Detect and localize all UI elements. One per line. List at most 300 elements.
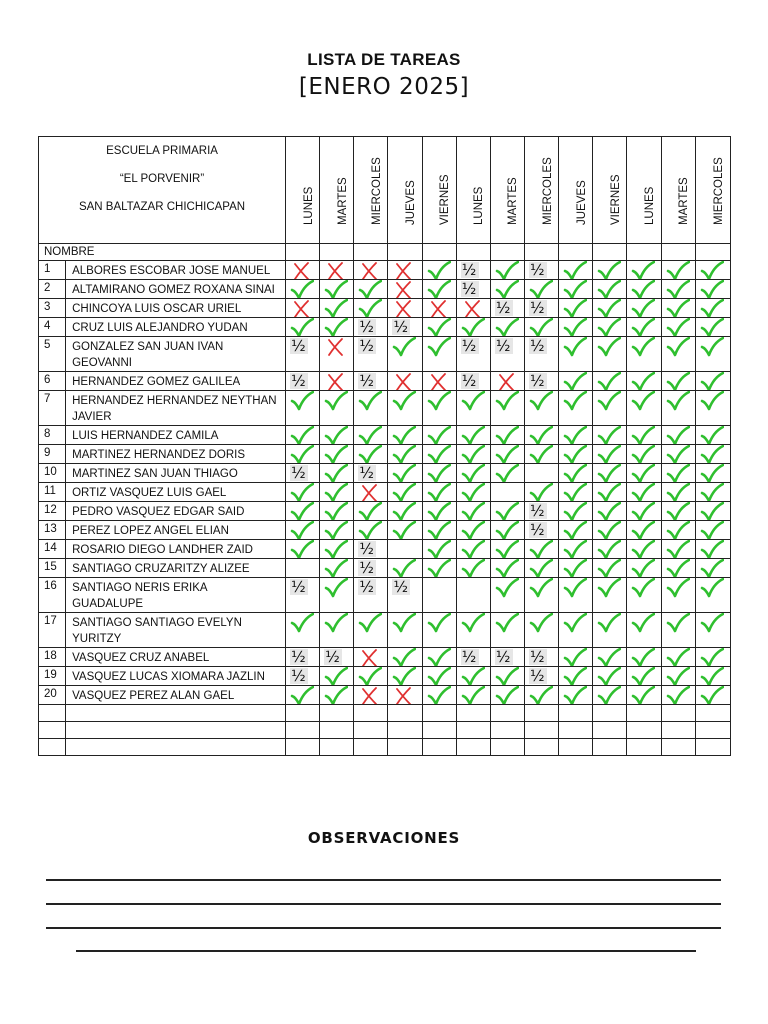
check-icon: [593, 483, 627, 502]
empty-cell[interactable]: [627, 722, 661, 739]
check-icon: [525, 578, 559, 613]
day-label: LUNES: [473, 186, 486, 225]
day-label: MIERCOLES: [541, 157, 554, 225]
check-icon: [525, 391, 559, 426]
check-icon: [388, 464, 422, 483]
empty-cell[interactable]: [593, 739, 627, 756]
check-icon: [695, 372, 730, 391]
check-icon: [388, 648, 422, 667]
check-icon: [388, 502, 422, 521]
student-row: [39, 540, 731, 559]
half-mark: [490, 648, 524, 667]
check-icon: [320, 391, 354, 426]
half-mark: [525, 648, 559, 667]
check-icon: [354, 445, 388, 464]
check-icon: [661, 372, 695, 391]
check-icon: [627, 578, 661, 613]
check-icon: [286, 318, 320, 337]
student-number: 18: [39, 648, 66, 667]
half-mark: [354, 372, 388, 391]
cross-icon: [388, 280, 422, 299]
check-icon: [525, 445, 559, 464]
cross-icon: [490, 372, 524, 391]
check-icon: [695, 483, 730, 502]
school-location: SAN BALTAZAR CHICHICAPAN: [78, 201, 246, 213]
half-symbol: ½: [530, 372, 545, 390]
mark-cell: [593, 244, 627, 261]
observation-line[interactable]: [46, 903, 721, 905]
half-mark: [354, 540, 388, 559]
check-icon: [320, 502, 354, 521]
check-icon: [627, 502, 661, 521]
check-icon: [320, 521, 354, 540]
check-icon: [559, 464, 593, 483]
empty-cell[interactable]: [695, 705, 730, 722]
check-icon: [456, 686, 490, 705]
mark-cell: [320, 244, 354, 261]
half-mark: [525, 521, 559, 540]
student-row: [39, 483, 731, 502]
check-icon: [525, 559, 559, 578]
check-icon: [559, 667, 593, 686]
half-symbol: ½: [359, 372, 374, 390]
half-mark: [456, 280, 490, 299]
mark-cell: [422, 578, 456, 613]
student-row: [39, 521, 731, 540]
student-name: SANTIAGO NERIS ERIKA GUADALUPE: [66, 578, 286, 613]
check-icon: [422, 391, 456, 426]
check-icon: [286, 613, 320, 648]
check-icon: [695, 613, 730, 648]
observation-line[interactable]: [76, 950, 696, 952]
check-icon: [593, 540, 627, 559]
half-symbol: ½: [291, 648, 306, 666]
mark-cell: [422, 244, 456, 261]
half-mark: [456, 261, 490, 280]
student-name: ALBORES ESCOBAR JOSE MANUEL: [66, 261, 286, 280]
mark-cell: [456, 244, 490, 261]
student-number: 17: [39, 613, 66, 648]
empty-cell[interactable]: [490, 705, 524, 722]
page-title: LISTA DE TAREAS: [307, 50, 461, 69]
observation-line[interactable]: [46, 879, 721, 881]
student-number: 10: [39, 464, 66, 483]
empty-row: [39, 722, 731, 739]
student-number: 6: [39, 372, 66, 391]
day-header: [695, 137, 730, 244]
cross-icon: [320, 337, 354, 372]
student-name: GONZALEZ SAN JUAN IVAN GEOVANNI: [66, 337, 286, 372]
check-icon: [456, 521, 490, 540]
check-icon: [490, 613, 524, 648]
check-icon: [490, 578, 524, 613]
check-icon: [661, 667, 695, 686]
cross-icon: [286, 299, 320, 318]
check-icon: [559, 648, 593, 667]
empty-cell[interactable]: [286, 722, 320, 739]
half-symbol: ½: [530, 299, 545, 317]
check-icon: [320, 540, 354, 559]
check-icon: [559, 391, 593, 426]
student-name: SANTIAGO SANTIAGO EVELYN YURITZY: [66, 613, 286, 648]
day-header: [286, 137, 320, 244]
check-icon: [593, 299, 627, 318]
check-icon: [354, 667, 388, 686]
empty-cell[interactable]: [320, 705, 354, 722]
check-icon: [456, 426, 490, 445]
empty-cell[interactable]: [354, 705, 388, 722]
student-name: VASQUEZ CRUZ ANABEL: [66, 648, 286, 667]
check-icon: [422, 464, 456, 483]
check-icon: [422, 559, 456, 578]
check-icon: [559, 280, 593, 299]
empty-cell[interactable]: [388, 722, 422, 739]
mark-cell: [388, 540, 422, 559]
cross-icon: [354, 648, 388, 667]
half-symbol: ½: [291, 337, 306, 355]
empty-cell[interactable]: [39, 739, 66, 756]
check-icon: [320, 280, 354, 299]
student-row: [39, 337, 731, 372]
mark-cell: [525, 244, 559, 261]
check-icon: [320, 426, 354, 445]
empty-cell[interactable]: [39, 705, 66, 722]
check-icon: [422, 445, 456, 464]
student-number: 9: [39, 445, 66, 464]
check-icon: [695, 464, 730, 483]
check-icon: [559, 686, 593, 705]
student-name: VASQUEZ LUCAS XIOMARA JAZLIN: [66, 667, 286, 686]
check-icon: [661, 502, 695, 521]
day-header: [525, 137, 559, 244]
empty-cell[interactable]: [627, 739, 661, 756]
half-symbol: ½: [359, 464, 374, 482]
check-icon: [593, 372, 627, 391]
check-icon: [559, 337, 593, 372]
check-icon: [593, 613, 627, 648]
student-name: CRUZ LUIS ALEJANDRO YUDAN: [66, 318, 286, 337]
check-icon: [456, 540, 490, 559]
empty-cell[interactable]: [525, 739, 559, 756]
day-header: [559, 137, 593, 244]
check-icon: [661, 426, 695, 445]
empty-cell[interactable]: [627, 705, 661, 722]
student-row: [39, 502, 731, 521]
empty-cell[interactable]: [695, 739, 730, 756]
half-mark: [525, 261, 559, 280]
check-icon: [559, 483, 593, 502]
check-icon: [388, 559, 422, 578]
check-icon: [422, 540, 456, 559]
check-icon: [286, 391, 320, 426]
half-mark: [354, 578, 388, 613]
empty-cell[interactable]: [559, 739, 593, 756]
check-icon: [695, 648, 730, 667]
check-icon: [695, 559, 730, 578]
half-symbol: ½: [393, 318, 409, 336]
check-icon: [695, 667, 730, 686]
empty-cell[interactable]: [422, 705, 456, 722]
check-icon: [559, 502, 593, 521]
check-icon: [490, 559, 524, 578]
check-icon: [593, 667, 627, 686]
check-icon: [490, 667, 524, 686]
student-row: [39, 613, 731, 648]
mark-cell: [490, 244, 524, 261]
check-icon: [320, 299, 354, 318]
check-icon: [559, 261, 593, 280]
check-icon: [661, 686, 695, 705]
check-icon: [661, 540, 695, 559]
student-row: [39, 391, 731, 426]
cross-icon: [456, 299, 490, 318]
check-icon: [695, 391, 730, 426]
empty-cell[interactable]: [422, 722, 456, 739]
empty-cell[interactable]: [456, 705, 490, 722]
check-icon: [559, 445, 593, 464]
observation-line[interactable]: [46, 927, 721, 929]
half-mark: [456, 372, 490, 391]
day-header: [593, 137, 627, 244]
check-icon: [286, 280, 320, 299]
check-icon: [422, 261, 456, 280]
check-icon: [627, 540, 661, 559]
half-symbol: ½: [495, 337, 511, 355]
page-subtitle: [ENERO 2025]: [298, 74, 470, 100]
student-name: HERNANDEZ HERNANDEZ NEYTHAN JAVIER: [66, 391, 286, 426]
check-icon: [593, 318, 627, 337]
half-symbol: ½: [461, 337, 477, 355]
check-icon: [490, 426, 524, 445]
check-icon: [286, 445, 320, 464]
cross-icon: [388, 299, 422, 318]
check-icon: [286, 426, 320, 445]
empty-cell[interactable]: [525, 705, 559, 722]
half-symbol: ½: [530, 261, 545, 279]
half-symbol: ½: [291, 464, 306, 482]
half-symbol: ½: [530, 667, 545, 685]
half-mark: [354, 559, 388, 578]
observaciones-heading: OBSERVACIONES: [307, 829, 461, 847]
check-icon: [593, 686, 627, 705]
check-icon: [661, 337, 695, 372]
empty-cell[interactable]: [66, 739, 286, 756]
half-mark: [286, 648, 320, 667]
check-icon: [456, 391, 490, 426]
empty-cell[interactable]: [354, 722, 388, 739]
empty-cell[interactable]: [661, 739, 695, 756]
check-icon: [456, 559, 490, 578]
check-icon: [456, 318, 490, 337]
check-icon: [286, 502, 320, 521]
empty-cell[interactable]: [490, 739, 524, 756]
check-icon: [388, 391, 422, 426]
half-symbol: ½: [461, 261, 477, 279]
check-icon: [286, 483, 320, 502]
empty-cell[interactable]: [661, 705, 695, 722]
empty-cell[interactable]: [354, 739, 388, 756]
mark-cell: [627, 244, 661, 261]
student-row: [39, 299, 731, 318]
check-icon: [695, 318, 730, 337]
empty-cell[interactable]: [422, 739, 456, 756]
nombre-label: NOMBRE: [39, 244, 286, 261]
half-symbol: ½: [461, 648, 477, 666]
student-name: ALTAMIRANO GOMEZ ROXANA SINAI: [66, 280, 286, 299]
check-icon: [559, 540, 593, 559]
empty-cell[interactable]: [559, 705, 593, 722]
empty-cell[interactable]: [695, 722, 730, 739]
check-icon: [525, 540, 559, 559]
empty-cell[interactable]: [593, 722, 627, 739]
cross-icon: [354, 483, 388, 502]
empty-row: [39, 705, 731, 722]
check-icon: [593, 502, 627, 521]
check-icon: [320, 559, 354, 578]
check-icon: [490, 464, 524, 483]
check-icon: [422, 648, 456, 667]
half-symbol: ½: [291, 667, 306, 685]
check-icon: [661, 483, 695, 502]
check-icon: [422, 502, 456, 521]
check-icon: [320, 667, 354, 686]
student-number: 1: [39, 261, 66, 280]
day-header: [354, 137, 388, 244]
day-label: MARTES: [507, 177, 520, 225]
empty-cell[interactable]: [320, 739, 354, 756]
check-icon: [627, 521, 661, 540]
student-number: 4: [39, 318, 66, 337]
day-header: [422, 137, 456, 244]
day-label: MIERCOLES: [370, 157, 383, 225]
student-row: [39, 318, 731, 337]
check-icon: [422, 280, 456, 299]
check-icon: [286, 686, 320, 705]
student-number: 7: [39, 391, 66, 426]
check-icon: [422, 521, 456, 540]
check-icon: [593, 391, 627, 426]
mark-cell: [525, 464, 559, 483]
student-row: [39, 648, 731, 667]
check-icon: [593, 445, 627, 464]
student-name: PEDRO VASQUEZ EDGAR SAID: [66, 502, 286, 521]
day-label: VIERNES: [609, 174, 622, 225]
student-row: [39, 667, 731, 686]
empty-cell[interactable]: [456, 722, 490, 739]
check-icon: [354, 280, 388, 299]
day-header: [490, 137, 524, 244]
half-mark: [456, 648, 490, 667]
empty-cell[interactable]: [490, 722, 524, 739]
check-icon: [388, 483, 422, 502]
check-icon: [354, 502, 388, 521]
empty-cell[interactable]: [286, 739, 320, 756]
mark-cell: [388, 244, 422, 261]
check-icon: [354, 521, 388, 540]
check-icon: [490, 686, 524, 705]
check-icon: [559, 521, 593, 540]
student-name: CHINCOYA LUIS OSCAR URIEL: [66, 299, 286, 318]
check-icon: [422, 337, 456, 372]
half-mark: [320, 648, 354, 667]
check-icon: [456, 445, 490, 464]
check-icon: [627, 337, 661, 372]
check-icon: [388, 613, 422, 648]
empty-cell[interactable]: [525, 722, 559, 739]
empty-cell[interactable]: [286, 705, 320, 722]
check-icon: [695, 502, 730, 521]
empty-cell[interactable]: [456, 739, 490, 756]
half-symbol: ½: [530, 337, 545, 355]
empty-cell[interactable]: [388, 705, 422, 722]
empty-cell[interactable]: [39, 722, 66, 739]
check-icon: [593, 464, 627, 483]
half-mark: [525, 502, 559, 521]
empty-cell[interactable]: [66, 722, 286, 739]
half-symbol: ½: [359, 337, 374, 355]
day-header: [320, 137, 354, 244]
check-icon: [593, 280, 627, 299]
check-icon: [627, 391, 661, 426]
half-mark: [490, 299, 524, 318]
check-icon: [661, 391, 695, 426]
mark-cell: [456, 578, 490, 613]
check-icon: [627, 613, 661, 648]
half-symbol: ½: [461, 280, 477, 298]
student-number: 12: [39, 502, 66, 521]
check-icon: [286, 540, 320, 559]
check-icon: [456, 483, 490, 502]
student-row: [39, 372, 731, 391]
check-icon: [559, 613, 593, 648]
student-number: 3: [39, 299, 66, 318]
half-symbol: ½: [495, 299, 511, 317]
empty-cell[interactable]: [661, 722, 695, 739]
cross-icon: [388, 686, 422, 705]
student-row: [39, 686, 731, 705]
check-icon: [422, 426, 456, 445]
empty-cell[interactable]: [593, 705, 627, 722]
check-icon: [388, 521, 422, 540]
empty-cell[interactable]: [559, 722, 593, 739]
check-icon: [422, 667, 456, 686]
student-name: LUIS HERNANDEZ CAMILA: [66, 426, 286, 445]
half-symbol: ½: [530, 502, 545, 520]
cross-icon: [320, 261, 354, 280]
check-icon: [388, 337, 422, 372]
check-icon: [593, 337, 627, 372]
cross-icon: [354, 261, 388, 280]
empty-cell[interactable]: [66, 705, 286, 722]
student-number: 19: [39, 667, 66, 686]
empty-cell[interactable]: [320, 722, 354, 739]
half-symbol: ½: [495, 648, 511, 666]
student-number: 15: [39, 559, 66, 578]
half-mark: [525, 299, 559, 318]
mark-cell: [286, 559, 320, 578]
school-name: “EL PORVENIR”: [119, 173, 205, 185]
check-icon: [661, 280, 695, 299]
check-icon: [525, 426, 559, 445]
check-icon: [559, 372, 593, 391]
check-icon: [627, 445, 661, 464]
student-row: [39, 559, 731, 578]
half-mark: [354, 337, 388, 372]
half-mark: [286, 337, 320, 372]
cross-icon: [422, 372, 456, 391]
empty-cell[interactable]: [388, 739, 422, 756]
check-icon: [559, 426, 593, 445]
